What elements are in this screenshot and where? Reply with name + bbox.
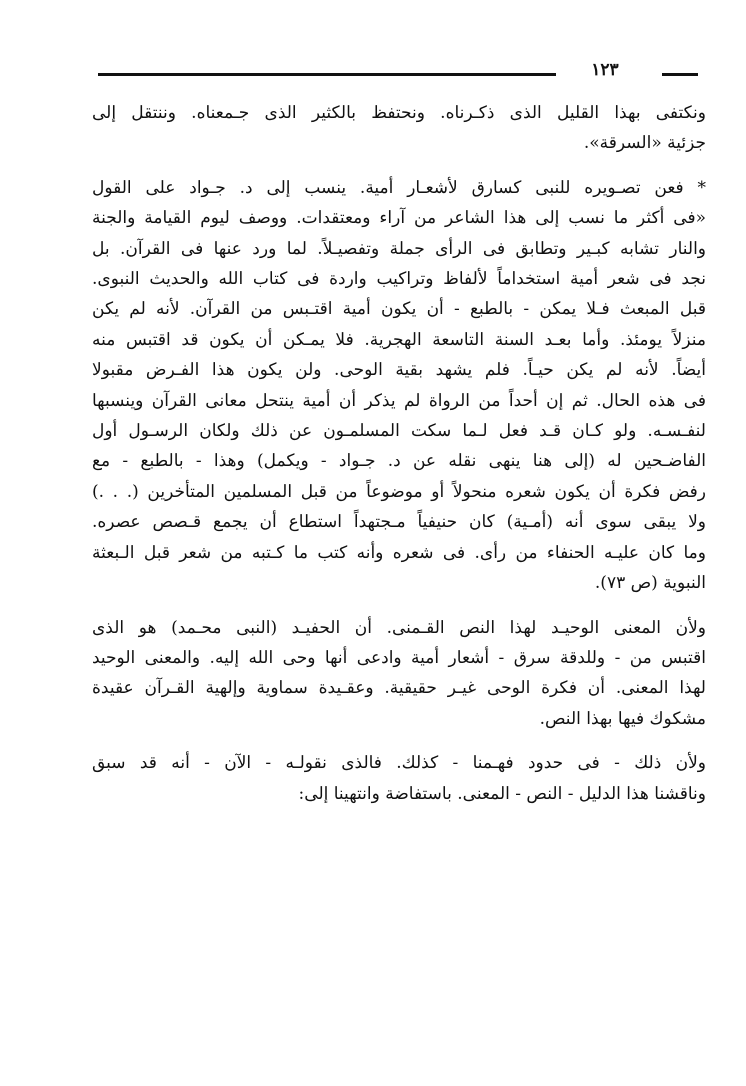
- text-line: «فى أكثر ما نسب إلى هذا الشاعر من آراء ومعتقدات. ووصف ليوم القيامة والجنة: [92, 208, 706, 229]
- text-line: * فعن تصـويره للنبى كسارق لأشعـار أمية. ينسب إلى د. جـواد على القول: [92, 177, 706, 198]
- text-line: والنار تشابه كبـير وتطابق فى الرأى جملة وتفصيـلاً. لما ورد عنها فى القرآن. بل: [92, 238, 706, 259]
- paragraph: [92, 748, 706, 809]
- paragraph: [92, 613, 706, 735]
- text-line: ولا يبقى سوى أنه (أمـية) كان حنيفياً مـجتهداً استطاع أن يجمع قـصص عصره.: [92, 512, 706, 533]
- text-line: النبوية (ص ٧٣).: [594, 573, 706, 594]
- text-line: وناقشنا هذا الدليل - النص - المعنى. باستفاضة وانتهينا إلى:: [298, 783, 706, 804]
- paragraph: [92, 98, 706, 159]
- text-line: قبل المبعث فـلا يمكن - بالطبع - أن يكون أمية اقتـبس من القرآن. لأنه لم يكن: [92, 299, 706, 320]
- body-text: [92, 98, 706, 809]
- text-line: اقتبس من - وللدقة سرق - أشعار أمية وادعى أنها وحى الله إليه. والمعنى الوحيد: [92, 647, 706, 668]
- paragraph: [92, 173, 706, 599]
- text-line: نجد فى شعر أمية استخداماً لألفاظ وتراكيب واردة فى كتاب الله والحديث النبوى.: [92, 269, 706, 290]
- text-line: مشكوك فيها بهذا النص.: [539, 708, 706, 729]
- text-line: أيضاً. لأنه لم يكن حيـاً. فلم يشهد بقية الوحى. ولن يكون هذا الفـرض مقبولا: [92, 360, 706, 381]
- page-header: [98, 62, 700, 86]
- text-line: الفاضـحين له (إلى هنا ينهى نقله عن د. جـواد - ويكمل) وهذا - بالطبع - مع: [92, 451, 706, 472]
- text-line: فى هذه الحال. ثم إن أحداً من الرواة لم يذكر أن أمية ينتحل معانى القرآن وينسبها: [92, 390, 706, 411]
- text-line: لنفـسـه. ولو كـان قـد فعل لـما سكت المسلمـون عن ذلك ولكان الرسـول أول: [92, 421, 706, 442]
- text-line: ولأن ذلك - فى حدود فهـمنا - كذلك. فالذى نقولـه - الآن - أنه قد سبق: [92, 753, 706, 774]
- text-line: وما كان عليـه الحنفاء من رأى. فى شعره وأنه كتب ما كـتبه من شعر قبل الـبعثة: [92, 542, 706, 563]
- text-line: ونكتفى بهذا القليل الذى ذكـرناه. ونحتفظ بالكثير الذى جـمعناه. وننتقل إلى: [92, 103, 706, 123]
- text-line: ولأن المعنى الوحيـد لهذا النص القـمنى. أن الحفيـد (النبى محـمد) هو الذى: [92, 617, 706, 638]
- text-line: منزلاً يومئذ. وأما بعـد السنة التاسعة الهجرية. فلا يمـكن أن يكون قد اقتبس منه: [92, 329, 706, 350]
- text-line: رفض فكرة أن يكون شعره منحولاً أو موضوعاً من قبل المسلمين المتأخرين (. . .): [92, 481, 706, 502]
- text-line: جزئية «السرقة».: [583, 133, 706, 154]
- header-rule-short: [662, 73, 698, 76]
- text-line: لهذا المعنى. أن فكرة الوحى غيـر حقيقية. وعقـيدة سماوية وإلهية القـرآن عقيدة: [92, 678, 706, 699]
- header-rule: [98, 73, 556, 76]
- page-number: ١٢٣: [591, 60, 619, 80]
